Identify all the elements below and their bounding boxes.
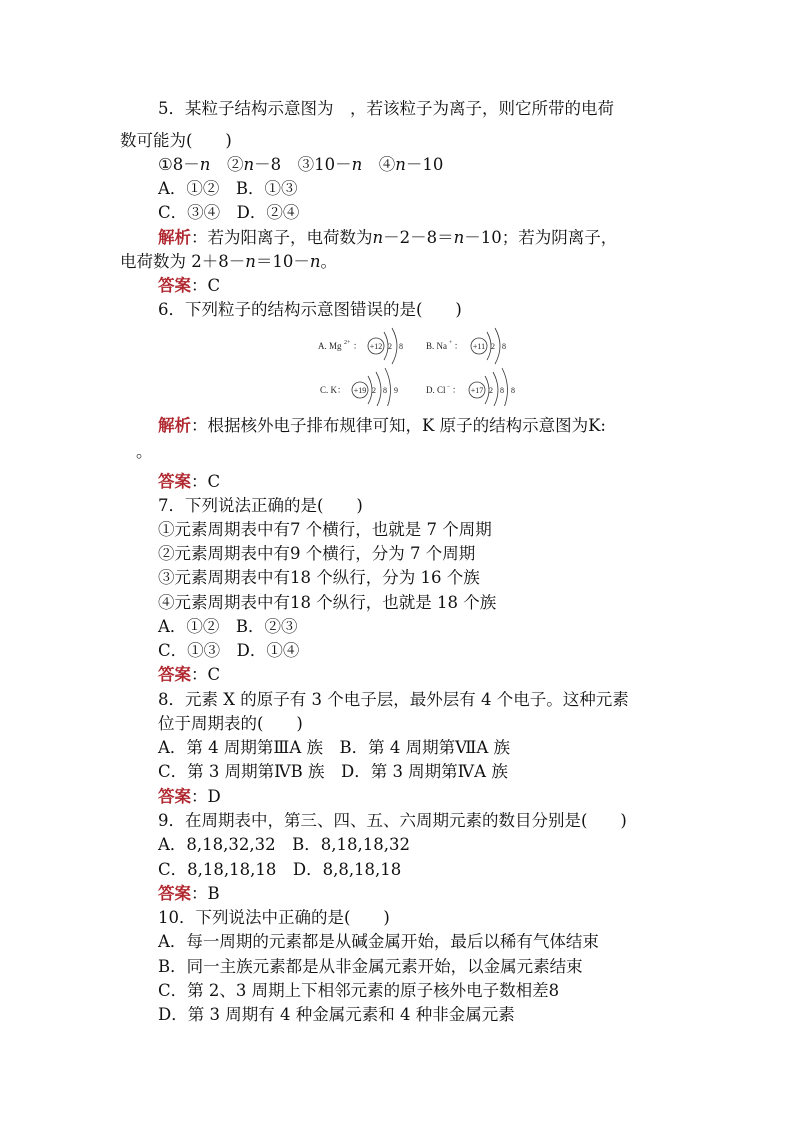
svg-text:9: 9	[394, 386, 398, 395]
svg-text:：: ：	[353, 341, 363, 351]
svg-text:：: ：	[452, 385, 462, 395]
svg-text:D. Cl: D. Cl	[426, 385, 446, 395]
q9-choices-line1: A．8,18,32,32 B．8,18,18,32	[158, 835, 410, 854]
svg-text:C. K：: C. K：	[320, 385, 347, 395]
svg-text:8: 8	[500, 386, 504, 395]
svg-text:+17: +17	[470, 386, 484, 395]
q7-choices-line2: C．①③ D．①④	[158, 641, 300, 660]
diagram-c-k	[320, 368, 398, 406]
q7-choices-line1: A．①② B．②③	[158, 617, 298, 636]
q6-analysis-line2: 。	[136, 442, 153, 461]
q10-option-c: C．第 2、3 周期上下相邻元素的原子核外电子数相差8	[158, 981, 560, 1000]
q7-stem: 7．下列说法正确的是( )	[158, 496, 363, 515]
q5-analysis-line2: 电荷数为 2＋8－n＝10－n。	[120, 252, 338, 271]
svg-text:8: 8	[511, 386, 515, 395]
svg-text:+12: +12	[369, 342, 383, 351]
q6-answer: 答案：C	[158, 472, 221, 491]
svg-text:2: 2	[489, 386, 493, 395]
analysis-label: 解析	[158, 228, 191, 247]
q5-choices-line2: C．③④ D．②④	[158, 203, 300, 222]
q5-options: ①8－n ②n－8 ③10－n ④n－10	[158, 155, 444, 174]
q8-stem-line2: 位于周期表的( )	[158, 714, 303, 733]
svg-text:2: 2	[491, 342, 495, 351]
q8-answer: 答案：D	[158, 787, 221, 806]
q6-analysis-line1: 解析：根据核外电子排布规律可知，K 原子的结构示意图为K:	[158, 416, 606, 435]
svg-text:8: 8	[502, 342, 506, 351]
q10-option-d: D．第 3 周期有 4 种金属元素和 4 种非金属元素	[158, 1005, 515, 1024]
svg-text:8: 8	[383, 386, 387, 395]
q6-stem: 6．下列粒子的结构示意图错误的是( )	[158, 300, 462, 319]
q7-statement-3: ③元素周期表中有18 个纵行，分为 16 个族	[158, 568, 480, 587]
answer-label: 答案	[158, 787, 191, 806]
svg-text:+11: +11	[472, 342, 486, 351]
svg-text:−: −	[447, 384, 451, 390]
answer-label: 答案	[158, 884, 191, 903]
q10-stem: 10．下列说法中正确的是( )	[158, 908, 390, 927]
q8-choices-line2: C．第 3 周期第ⅣB 族 D．第 3 周期第ⅣA 族	[158, 762, 508, 781]
answer-label: 答案	[158, 665, 191, 684]
svg-text:B. Na: B. Na	[426, 341, 447, 351]
svg-text:+: +	[449, 340, 453, 346]
diagram-d-cl	[426, 368, 515, 406]
svg-text:A. Mg: A. Mg	[318, 341, 342, 351]
answer-label: 答案	[158, 472, 191, 491]
answer-label: 答案	[158, 276, 191, 295]
q7-answer: 答案：C	[158, 665, 221, 684]
q5-stem-line1: 5．某粒子结构示意图为 ，若该粒子为离子，则它所带的电荷	[158, 99, 614, 118]
q5-choices-line1: A．①② B．①③	[158, 179, 298, 198]
svg-text:：: ：	[454, 341, 464, 351]
q9-choices-line2: C．8,18,18,18 D．8,8,18,18	[158, 860, 402, 879]
q5-stem-line2: 数可能为( )	[120, 131, 232, 150]
q9-stem: 9．在周期表中，第三、四、五、六周期元素的数目分别是( )	[158, 811, 627, 830]
diagram-a-mg	[318, 328, 403, 364]
svg-text:2: 2	[388, 342, 392, 351]
svg-text:+19: +19	[353, 386, 367, 395]
analysis-label: 解析	[158, 416, 191, 435]
svg-text:8: 8	[399, 342, 403, 351]
q7-statement-1: ①元素周期表中有7 个横行，也就是 7 个周期	[158, 520, 492, 539]
svg-text:2: 2	[372, 386, 376, 395]
q7-statement-4: ④元素周期表中有18 个纵行，也就是 18 个族	[158, 593, 497, 612]
q9-answer: 答案：B	[158, 884, 220, 903]
q8-stem-line1: 8．元素 X 的原子有 3 个电子层，最外层有 4 个电子。这种元素	[158, 690, 629, 709]
q8-choices-line1: A．第 4 周期第ⅢA 族 B．第 4 周期第ⅦA 族	[158, 738, 511, 757]
svg-text:2+: 2+	[344, 340, 351, 346]
q5-answer: 答案：C	[158, 276, 221, 295]
q5-analysis-line1: 解析：若为阳离子，电荷数为n－2－8＝n－10；若为阴离子，	[158, 228, 618, 247]
diagram-b-na	[426, 328, 506, 364]
q10-option-a: A．每一周期的元素都是从碱金属开始，最后以稀有气体结束	[158, 932, 599, 951]
q10-option-b: B．同一主族元素都是从非金属元素开始，以金属元素结束	[158, 957, 583, 976]
atom-structure-diagrams	[318, 320, 528, 406]
q7-statement-2: ②元素周期表中有9 个横行，分为 7 个周期	[158, 544, 476, 563]
